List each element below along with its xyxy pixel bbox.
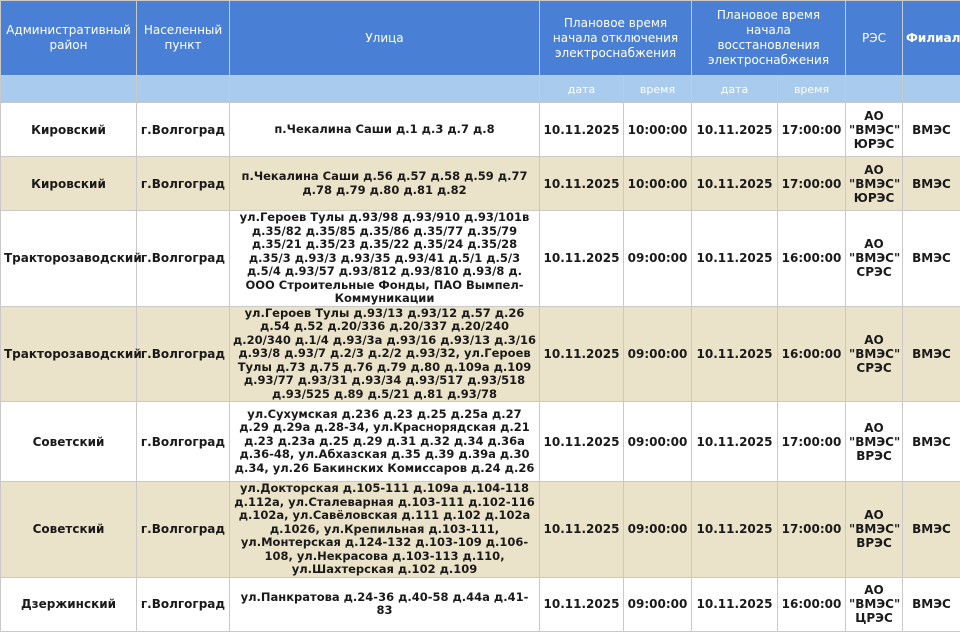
cell-street: п.Чекалина Саши д.56 д.57 д.58 д.59 д.77 д.78 д.79 д.80 д.81 д.82 (230, 157, 540, 211)
header-branch: Филиал (903, 1, 960, 76)
cell-street: ул.Героев Тулы д.93/13 д.93/12 д.57 д.26 д.54 д.52 д.20/336 д.20/337 д.20/240 д.20/340 д.1/4 д.93/3а д.93/16 д.93/13 д.3/16 д.93/8 д.93/7 д.2/3 д.2/2 д.93/32, ул.Героев Тулы д.73 д.75 д.76 д.79 д.80 д.109а д.109 д.93/77 д.93/31 д.93/34 д.93/517 д.93/518 д.93/525 д.89 д.5/21 д.81 д.93/78 (230, 306, 540, 402)
subheader-empty (1, 76, 137, 103)
cell-on-date: 10.11.2025 (692, 482, 778, 578)
cell-off-date: 10.11.2025 (540, 211, 624, 307)
cell-off-time: 09:00:00 (624, 482, 692, 578)
cell-off-date: 10.11.2025 (540, 577, 624, 631)
cell-off-time: 09:00:00 (624, 306, 692, 402)
cell-on-date: 10.11.2025 (692, 577, 778, 631)
cell-street: ул.Панкратова д.24-36 д.40-58 д.44а д.41-83 (230, 577, 540, 631)
header-restore-time: Плановое время начала восстановления электроснабжения (692, 1, 846, 76)
cell-on-date: 10.11.2025 (692, 103, 778, 157)
cell-off-date: 10.11.2025 (540, 103, 624, 157)
table-row (1, 157, 960, 211)
cell-off-time: 09:00:00 (624, 577, 692, 631)
cell-on-time: 17:00:00 (778, 402, 846, 482)
cell-on-date: 10.11.2025 (692, 402, 778, 482)
cell-district: Советский (1, 402, 137, 482)
cell-district: Кировский (1, 103, 137, 157)
cell-branch: ВМЭС (903, 482, 960, 578)
cell-on-time: 16:00:00 (778, 577, 846, 631)
header-off-time: Плановое время начала отключения электроснабжения (540, 1, 692, 76)
cell-district: Советский (1, 482, 137, 578)
cell-branch: ВМЭС (903, 157, 960, 211)
cell-branch: ВМЭС (903, 402, 960, 482)
cell-on-date: 10.11.2025 (692, 157, 778, 211)
cell-branch: ВМЭС (903, 103, 960, 157)
cell-settlement: г.Волгоград (137, 103, 230, 157)
cell-district: Тракторозаводский (1, 211, 137, 307)
table-row (1, 211, 960, 307)
subheader-on-date: дата (692, 76, 778, 103)
cell-on-time: 16:00:00 (778, 211, 846, 307)
subheader-row (1, 76, 960, 103)
subheader-empty (903, 76, 960, 103)
header-settlement: Населенный пункт (137, 1, 230, 76)
cell-res: АО "ВМЭС" ВРЭС (846, 482, 903, 578)
cell-district: Тракторозаводский (1, 306, 137, 402)
table-row (1, 103, 960, 157)
cell-res: АО "ВМЭС" ЮРЭС (846, 157, 903, 211)
cell-on-time: 17:00:00 (778, 103, 846, 157)
cell-on-time: 16:00:00 (778, 306, 846, 402)
cell-off-date: 10.11.2025 (540, 157, 624, 211)
cell-branch: ВМЭС (903, 306, 960, 402)
cell-off-time: 10:00:00 (624, 103, 692, 157)
cell-res: АО "ВМЭС" СРЭС (846, 306, 903, 402)
cell-settlement: г.Волгоград (137, 482, 230, 578)
cell-res: АО "ВМЭС" СРЭС (846, 211, 903, 307)
subheader-off-time: время (624, 76, 692, 103)
cell-res: АО "ВМЭС" ВРЭС (846, 402, 903, 482)
header-row (1, 1, 960, 76)
cell-settlement: г.Волгоград (137, 402, 230, 482)
cell-branch: ВМЭС (903, 577, 960, 631)
subheader-off-date: дата (540, 76, 624, 103)
subheader-empty (846, 76, 903, 103)
cell-on-date: 10.11.2025 (692, 211, 778, 307)
header-res: РЭС (846, 1, 903, 76)
cell-settlement: г.Волгоград (137, 211, 230, 307)
table-row (1, 402, 960, 482)
cell-district: Дзержинский (1, 577, 137, 631)
subheader-empty (137, 76, 230, 103)
cell-street: п.Чекалина Саши д.1 д.3 д.7 д.8 (230, 103, 540, 157)
cell-district: Кировский (1, 157, 137, 211)
cell-on-time: 17:00:00 (778, 482, 846, 578)
header-street: Улица (230, 1, 540, 76)
cell-branch: ВМЭС (903, 211, 960, 307)
subheader-empty (230, 76, 540, 103)
cell-on-date: 10.11.2025 (692, 306, 778, 402)
cell-off-time: 09:00:00 (624, 211, 692, 307)
table-row (1, 306, 960, 402)
cell-street: ул.Сухумская д.236 д.23 д.25 д.25а д.27 д.29 д.29а д.28-34, ул.Краснорядская д.21 д.23 д.23а д.25 д.29 д.31 д.32 д.34 д.36а д.36-48, ул.Абхазская д.35 д.39 д.39а д.30 д.34, ул.26 Бакинских Комиссаров д.24 д.26 (230, 402, 540, 482)
cell-settlement: г.Волгоград (137, 157, 230, 211)
cell-off-date: 10.11.2025 (540, 482, 624, 578)
cell-off-time: 10:00:00 (624, 157, 692, 211)
cell-res: АО "ВМЭС" ЮРЭС (846, 103, 903, 157)
cell-settlement: г.Волгоград (137, 306, 230, 402)
cell-off-time: 09:00:00 (624, 402, 692, 482)
table-row (1, 482, 960, 578)
cell-street: ул.Докторская д.105-111 д.109а д.104-118 д.112а, ул.Сталеварная д.103-111 д.102-116 д.102а, ул.Савёловская д.111 д.102 д.102а д.1026, ул.Крепильная д.103-111, ул.Монтерская д.124-132 д.103-109 д.106-108, ул.Некрасова д.103-113 д.110, ул.Шахтерская д.102 д.109 (230, 482, 540, 578)
subheader-on-time: время (778, 76, 846, 103)
header-district: Административный район (1, 1, 137, 76)
cell-street: ул.Героев Тулы д.93/98 д.93/910 д.93/101в д.35/82 д.35/85 д.35/86 д.35/77 д.35/79 д.35/21 д.35/23 д.35/22 д.35/24 д.35/28 д.35/3 д.93/3 д.93/35 д.93/41 д.5/1 д.5/3 д.5/4 д.93/57 д.93/812 д.93/810 д.93/8 д. ООО Строительные Фонды, ПАО Вымпел-Коммуникации (230, 211, 540, 307)
cell-settlement: г.Волгоград (137, 577, 230, 631)
cell-on-time: 17:00:00 (778, 157, 846, 211)
cell-res: АО "ВМЭС" ЦРЭС (846, 577, 903, 631)
cell-off-date: 10.11.2025 (540, 306, 624, 402)
cell-off-date: 10.11.2025 (540, 402, 624, 482)
